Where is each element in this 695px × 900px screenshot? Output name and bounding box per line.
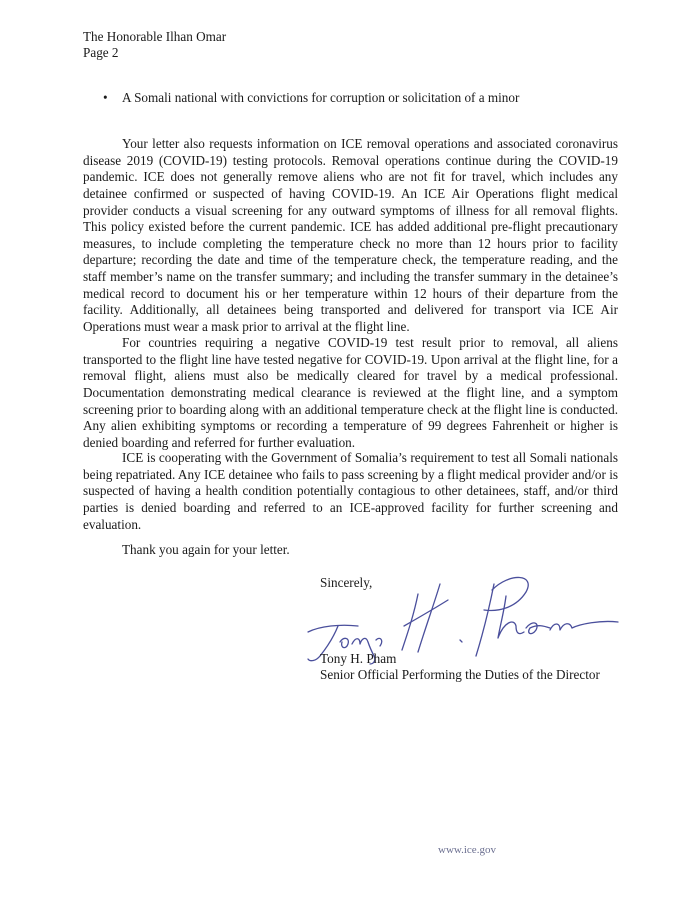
bullet-list-item [103, 90, 519, 106]
thank-you-line: Thank you again for your letter. [122, 542, 290, 557]
body-paragraph-somalia-cooperation: ICE is cooperating with the Government of Somalia’s requirement to test all Somali nationals being repatriated. Any ICE detainee who fails to pass screening by a flight medical provider and/or is suspected of having a health condition potentially contagious to other detainees, staff, and/or third parties is denied boarding and referred to an ICE-approved facility for further screening and evaluation. [83, 450, 618, 532]
closing-salutation: Sincerely, [320, 575, 373, 590]
bullet-dot-icon: • [103, 90, 108, 105]
body-paragraph-negative-test: For countries requiring a negative COVID-19 test result prior to removal, all aliens transported to the flight line have tested negative for COVID-19. Upon arrival at the flight line, for a removal flight, aliens must also be medically cleared for travel by a medical professional. Documentation demonstrating medical clearance is reviewed at the flight line, and a symptom screening prior to boarding along with an additional temperature check at the flight line is conducted. Any alien exhibiting symptoms or recording a temperature of 99 degrees Fahrenheit or higher is denied boarding and referred for further evaluation. [83, 335, 618, 450]
signature-block [320, 651, 600, 683]
recipient-line: The Honorable Ilhan Omar [83, 29, 227, 44]
body-paragraph-removal-operations: Your letter also requests information on ICE removal operations and associated coronavirus disease 2019 (COVID-19) testing protocols. Removal operations continue during the COVID-19 pandemic. ICE does not generally remove aliens who are not fit for travel, which includes any detainee confirmed or suspected of having COVID-19. An ICE Air Operations flight medical provider conducts a visual screening for any outward symptoms of illness for all removal flights. This policy existed before the current pandemic. ICE has added additional pre-flight precautionary measures, to include completing the temperature check no more than 12 hours prior to facility departure; recording the date and time of the temperature check, the temperature reading, and the staff member’s name on the transfer summary; and including the transfer summary in the detainee’s medical record to document his or her temperature within 12 hours of their departure from the facility. Additionally, all detainees being transported and delivered for transport via ICE Air Operations must wear a mask prior to arrival at the flight line. [83, 136, 618, 334]
signer-title: Senior Official Performing the Duties of the Director [320, 667, 600, 682]
signer-name: Tony H. Pham [320, 651, 397, 666]
bullet-text: A Somali national with convictions for corruption or solicitation of a minor [122, 90, 520, 105]
footer-website-link[interactable]: www.ice.gov [438, 844, 496, 856]
page-number: Page 2 [83, 45, 119, 60]
letter-header [83, 29, 226, 61]
